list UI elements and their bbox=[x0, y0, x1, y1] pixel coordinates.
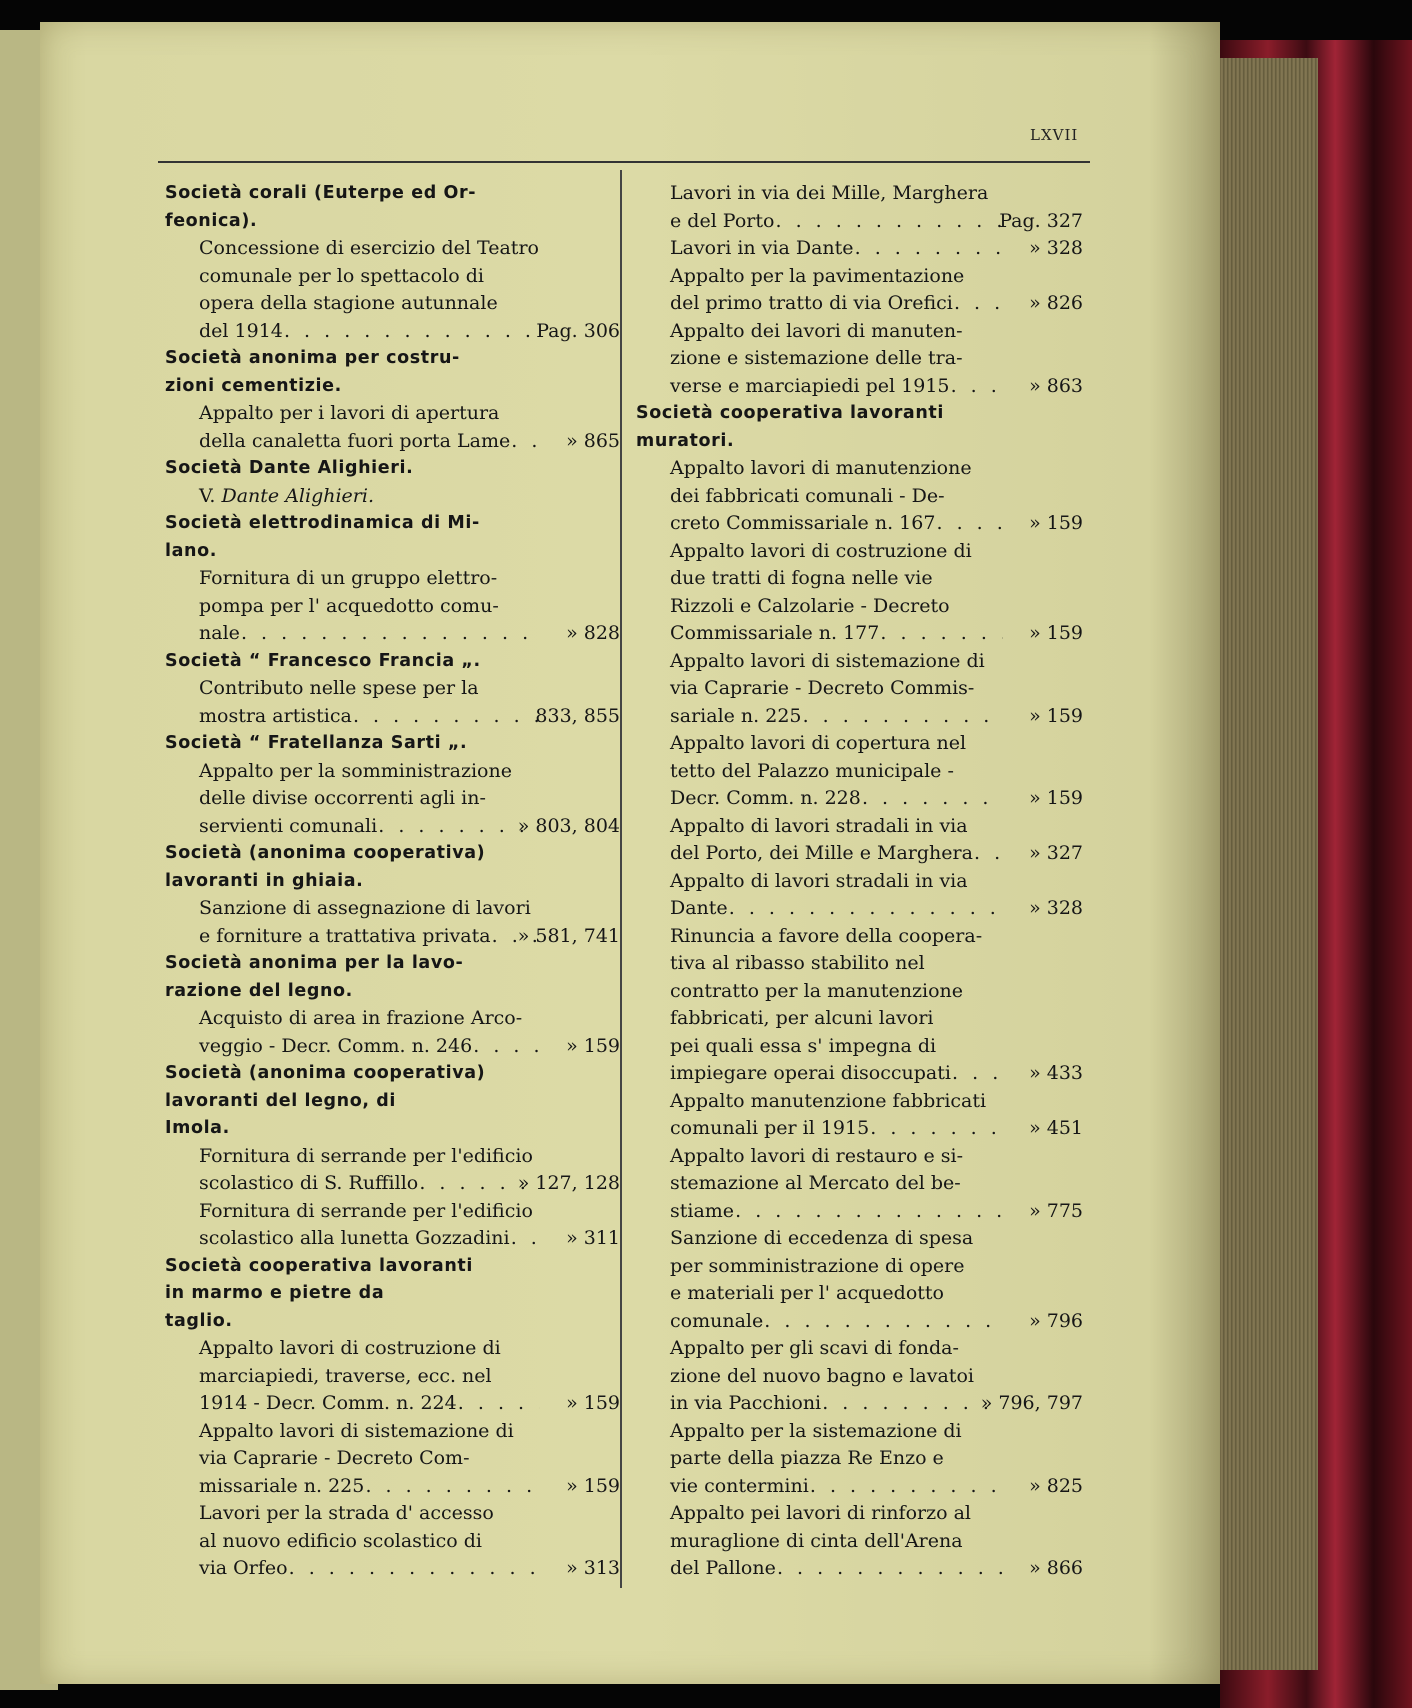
entry-text: del 1914 bbox=[199, 319, 283, 342]
entry-last-line bbox=[199, 1033, 620, 1061]
entry-last-line bbox=[670, 373, 1083, 401]
entry-text: verse e marciapiedi pel 1915 bbox=[670, 374, 950, 397]
entry-line: Appalto lavori di sistemazione di bbox=[199, 1419, 514, 1442]
entry-text: missariale n. 225 bbox=[199, 1474, 365, 1497]
entry-text: vie contermini bbox=[670, 1474, 809, 1497]
index-heading bbox=[165, 648, 620, 676]
entry-last-line bbox=[670, 1060, 1083, 1088]
entry-line: pei quali essa s' impegna di bbox=[670, 1034, 937, 1057]
entry-last-line bbox=[670, 1115, 1083, 1143]
index-entry bbox=[670, 1418, 1083, 1501]
entry-text: servienti comunali bbox=[199, 814, 378, 837]
entry-text: mostra artistica bbox=[199, 704, 352, 727]
page-reference: » 866 bbox=[1029, 1557, 1083, 1579]
entry-text: Commissariale n. 177 bbox=[670, 622, 880, 644]
entry-text: Decr. Comm. n. 228 bbox=[670, 787, 861, 809]
dot-leader bbox=[776, 1555, 1003, 1583]
entry-text: stiame bbox=[670, 1199, 735, 1222]
entry-line: Fornitura di serrande per l'edificio bbox=[199, 1199, 533, 1222]
entry-line: delle divise occorrenti agli in- bbox=[199, 787, 486, 809]
entry-line: pompa per l' acquedotto comu- bbox=[199, 594, 499, 617]
entry-last-line bbox=[670, 703, 1083, 731]
entry-text: e forniture a trattativa privata bbox=[199, 924, 491, 947]
page-reference: » 581, 741 bbox=[517, 924, 620, 947]
heading-line: lavoranti in ghiaia. bbox=[165, 870, 364, 891]
page-reference: 833, 855 bbox=[535, 704, 620, 727]
index-heading bbox=[165, 345, 620, 400]
entry-last-line bbox=[670, 1555, 1083, 1583]
index-entry bbox=[199, 235, 620, 345]
entry-text: creto Commissariale n. 167 bbox=[670, 512, 936, 534]
page-edges bbox=[1208, 58, 1318, 1670]
entry-text: Dante bbox=[670, 897, 728, 919]
heading-line: Società “ Fratellanza Sarti „. bbox=[165, 733, 468, 753]
heading-line: Società cooperativa lavoranti bbox=[636, 403, 944, 423]
entry-line: Appalto per la somministrazione bbox=[199, 759, 512, 782]
entry-last-line bbox=[199, 703, 620, 731]
index-entry bbox=[670, 923, 1083, 1088]
index-entry bbox=[670, 1225, 1083, 1335]
entry-line: Appalto lavori di costruzione di bbox=[199, 1337, 501, 1359]
entry-last-line bbox=[199, 428, 620, 456]
heading-line: Società (anonima cooperativa) bbox=[165, 1063, 486, 1083]
entry-last-line bbox=[199, 318, 620, 346]
entry-line: Rinuncia a favore della coopera- bbox=[670, 924, 983, 947]
left-column bbox=[165, 180, 620, 1583]
index-entry bbox=[670, 235, 1083, 263]
entry-text: 1914 - Decr. Comm. n. 224 bbox=[199, 1392, 457, 1414]
index-entry bbox=[199, 400, 620, 455]
dot-leader bbox=[869, 1115, 1003, 1143]
page-reference: » 159 bbox=[566, 1392, 620, 1414]
index-heading bbox=[165, 1253, 620, 1336]
dot-leader bbox=[809, 1473, 1003, 1501]
page-reference: » 825 bbox=[1029, 1474, 1083, 1497]
heading-line: Imola. bbox=[165, 1118, 230, 1138]
entry-text: Lavori in via Dante bbox=[670, 237, 854, 259]
page-reference: Pag. 306 bbox=[536, 319, 620, 342]
entry-line: Appalto per la sistemazione di bbox=[670, 1419, 962, 1442]
dot-leader bbox=[950, 373, 1004, 401]
heading-line: zioni cementizie. bbox=[165, 375, 342, 396]
heading-line: in marmo e pietre da bbox=[165, 1283, 385, 1303]
index-entry bbox=[199, 758, 620, 841]
dot-leader bbox=[879, 620, 1003, 648]
heading-line: Società corali (Euterpe ed Or- bbox=[165, 183, 477, 203]
entry-line: Appalto di lavori stradali in via bbox=[670, 814, 968, 837]
heading-line: feonica). bbox=[165, 210, 258, 231]
index-heading bbox=[165, 840, 620, 895]
dot-leader bbox=[510, 1225, 540, 1253]
entry-text: del Pallone bbox=[670, 1557, 776, 1579]
heading-line: Società (anonima cooperativa) bbox=[165, 843, 486, 863]
index-entry bbox=[670, 648, 1083, 731]
entry-last-line bbox=[670, 785, 1083, 813]
heading-line: Società Dante Alighieri. bbox=[165, 458, 414, 478]
entry-line: Appalto dei lavori di manuten- bbox=[670, 319, 963, 342]
dot-leader bbox=[728, 895, 1003, 923]
entry-last-line bbox=[670, 1473, 1083, 1501]
dot-leader bbox=[510, 428, 540, 456]
entry-text: comunale bbox=[670, 1309, 764, 1332]
entry-last-line bbox=[670, 1390, 1083, 1418]
page-reference: » 159 bbox=[1029, 787, 1083, 809]
entry-line: stemazione al Mercato del be- bbox=[670, 1172, 961, 1194]
entry-line: Appalto lavori di manutenzione bbox=[670, 457, 972, 479]
page-reference: Pag. 327 bbox=[999, 209, 1083, 232]
entry-line: Lavori in via dei Mille, Marghera bbox=[670, 182, 989, 204]
entry-line: Fornitura di un gruppo elettro- bbox=[199, 567, 498, 589]
dot-leader bbox=[472, 1033, 540, 1061]
entry-last-line bbox=[670, 1308, 1083, 1336]
entry-last-line bbox=[670, 235, 1083, 263]
dot-leader bbox=[821, 1390, 1003, 1418]
index-entry bbox=[670, 1335, 1083, 1418]
page-reference: » 159 bbox=[1029, 512, 1083, 534]
index-heading bbox=[165, 730, 620, 758]
entry-text: comunali per il 1915 bbox=[670, 1117, 870, 1139]
heading-line: Società cooperativa lavoranti bbox=[165, 1255, 473, 1276]
right-column bbox=[636, 180, 1083, 1583]
index-entry bbox=[670, 263, 1083, 318]
entry-line: Acquisto di area in frazione Arco- bbox=[199, 1007, 523, 1029]
page-reference: » 865 bbox=[566, 429, 620, 452]
entry-line: via Caprarie - Decreto Com- bbox=[199, 1447, 470, 1469]
heading-line: lavoranti del legno, di bbox=[165, 1090, 397, 1111]
index-entry bbox=[670, 1500, 1083, 1583]
page-reference: » 451 bbox=[1029, 1117, 1083, 1139]
dot-leader bbox=[763, 1308, 1003, 1336]
entry-text: nale bbox=[199, 622, 240, 644]
entry-last-line bbox=[199, 620, 620, 648]
dot-leader bbox=[288, 1555, 540, 1583]
entry-line: Lavori per la strada d' accesso bbox=[199, 1502, 494, 1524]
entry-line: dei fabbricati comunali - De- bbox=[670, 484, 945, 507]
entry-last-line bbox=[199, 1170, 620, 1198]
entry-line: Appalto per gli scavi di fonda- bbox=[670, 1337, 959, 1359]
page-reference: » 328 bbox=[1029, 897, 1083, 919]
header-rule bbox=[158, 161, 1090, 163]
dot-leader bbox=[377, 813, 540, 841]
reference-prefix: V. bbox=[199, 484, 216, 507]
entry-text: del Porto, dei Mille e Marghera bbox=[670, 842, 973, 864]
dot-leader bbox=[283, 318, 540, 346]
entry-line: Appalto lavori di costruzione di bbox=[670, 539, 972, 562]
page-reference: » 828 bbox=[566, 622, 620, 644]
page-reference: » 328 bbox=[1029, 237, 1083, 259]
entry-last-line bbox=[670, 510, 1083, 538]
heading-line: lano. bbox=[165, 540, 217, 561]
dot-leader bbox=[861, 785, 1003, 813]
cross-reference bbox=[199, 483, 620, 511]
index-entry bbox=[199, 565, 620, 648]
column-divider bbox=[620, 170, 622, 1588]
index-entry bbox=[670, 730, 1083, 813]
page-reference: » 433 bbox=[1029, 1062, 1083, 1084]
page-reference: » 775 bbox=[1029, 1199, 1083, 1222]
entry-last-line bbox=[199, 1390, 620, 1418]
entry-text: in via Pacchioni bbox=[670, 1392, 822, 1414]
entry-line: marciapiedi, traverse, ecc. nel bbox=[199, 1364, 492, 1387]
entry-line: Appalto manutenzione fabbricati bbox=[670, 1089, 987, 1112]
page-number: LXVII bbox=[1030, 126, 1079, 144]
index-entry bbox=[670, 318, 1083, 401]
page-reference: » 159 bbox=[566, 1474, 620, 1497]
entry-last-line bbox=[670, 840, 1083, 868]
index-entry bbox=[199, 1418, 620, 1501]
entry-line: e materiali per l' acquedotto bbox=[670, 1282, 944, 1304]
entry-line: Appalto lavori di copertura nel bbox=[670, 732, 967, 754]
index-heading bbox=[636, 400, 1083, 455]
entry-last-line bbox=[670, 208, 1083, 236]
dot-leader bbox=[457, 1390, 540, 1418]
dot-leader bbox=[352, 703, 540, 731]
entry-last-line bbox=[199, 1555, 620, 1583]
index-entry bbox=[670, 180, 1083, 235]
index-entry bbox=[670, 455, 1083, 538]
dot-leader bbox=[240, 620, 540, 648]
dot-leader bbox=[935, 510, 1003, 538]
entry-last-line bbox=[670, 895, 1083, 923]
index-entry bbox=[199, 895, 620, 950]
heading-line: Società elettrodinamica di Mi- bbox=[165, 513, 480, 533]
heading-line: Società anonima per costru- bbox=[165, 348, 460, 368]
entry-line: Fornitura di serrande per l'edificio bbox=[199, 1144, 533, 1167]
entry-line: tetto del Palazzo municipale - bbox=[670, 759, 954, 782]
index-entry bbox=[199, 1143, 620, 1198]
entry-line: Concessione di esercizio del Teatro bbox=[199, 237, 539, 259]
page-reference: » 313 bbox=[566, 1557, 620, 1579]
entry-text: sariale n. 225 bbox=[670, 704, 802, 727]
entry-last-line bbox=[199, 923, 620, 951]
entry-line: Appalto lavori di sistemazione di bbox=[670, 649, 985, 672]
entry-text: via Orfeo bbox=[199, 1557, 288, 1579]
entry-line: fabbricati, per alcuni lavori bbox=[670, 1007, 934, 1029]
index-entry bbox=[670, 538, 1083, 648]
entry-last-line bbox=[670, 620, 1083, 648]
entry-line: Appalto per la pavimentazione bbox=[670, 264, 965, 287]
dot-leader bbox=[802, 703, 1003, 731]
entry-text: impiegare operai disoccupati bbox=[670, 1062, 951, 1084]
heading-line: Società anonima per la lavo- bbox=[165, 953, 464, 973]
entry-line: zione del nuovo bagno e lavatoi bbox=[670, 1364, 974, 1387]
page-reference: » 863 bbox=[1029, 374, 1083, 397]
entry-text: scolastico alla lunetta Gozzadini bbox=[199, 1227, 510, 1249]
page-reference: » 327 bbox=[1029, 842, 1083, 864]
entry-line: opera della stagione autunnale bbox=[199, 292, 498, 314]
entry-line: zione e sistemazione delle tra- bbox=[670, 347, 963, 369]
dot-leader bbox=[364, 1473, 540, 1501]
index-entry bbox=[199, 675, 620, 730]
page-reference: » 826 bbox=[1029, 292, 1083, 314]
entry-line: muraglione di cinta dell'Arena bbox=[670, 1529, 963, 1552]
entry-last-line bbox=[199, 813, 620, 841]
dot-leader bbox=[734, 1198, 1003, 1226]
entry-last-line bbox=[199, 1473, 620, 1501]
entry-line: al nuovo edificio scolastico di bbox=[199, 1529, 482, 1552]
page-reference: » 796 bbox=[1029, 1309, 1083, 1332]
page-reference: » 159 bbox=[1029, 704, 1083, 727]
entry-line: Appalto pei lavori di rinforzo al bbox=[670, 1502, 971, 1524]
entry-line: per somministrazione di opere bbox=[670, 1254, 965, 1277]
entry-last-line bbox=[670, 290, 1083, 318]
index-heading bbox=[165, 1060, 620, 1143]
entry-line: Appalto di lavori stradali in via bbox=[670, 869, 968, 892]
page-reference: » 159 bbox=[1029, 622, 1083, 644]
entry-text: del primo tratto di via Orefici bbox=[670, 292, 953, 314]
index-entry bbox=[199, 1500, 620, 1583]
dot-leader bbox=[973, 840, 1003, 868]
entry-line: Sanzione di assegnazione di lavori bbox=[199, 897, 531, 919]
entry-line: due tratti di fogna nelle vie bbox=[670, 567, 933, 589]
entry-line: via Caprarie - Decreto Commis- bbox=[670, 677, 975, 699]
entry-line: Rizzoli e Calzolarie - Decreto bbox=[670, 594, 950, 617]
entry-line: tiva al ribasso stabilito nel bbox=[670, 952, 925, 974]
index-entry bbox=[670, 868, 1083, 923]
heading-line: taglio. bbox=[165, 1310, 233, 1331]
index-entry bbox=[199, 1005, 620, 1060]
index-entry bbox=[199, 1198, 620, 1253]
dot-leader bbox=[854, 235, 1003, 263]
page-reference: » 796, 797 bbox=[980, 1392, 1083, 1414]
entry-line: Contributo nelle spese per la bbox=[199, 677, 479, 699]
index-entry bbox=[199, 1335, 620, 1418]
page-reference: » 127, 128 bbox=[517, 1172, 620, 1194]
heading-line: muratori. bbox=[636, 430, 735, 451]
heading-line: Società “ Francesco Francia „. bbox=[165, 650, 481, 671]
index-heading bbox=[165, 455, 620, 483]
heading-line: razione del legno. bbox=[165, 980, 353, 1001]
entry-last-line bbox=[199, 1225, 620, 1253]
reference-target: Dante Alighieri. bbox=[215, 484, 375, 507]
entry-line: Sanzione di eccedenza di spesa bbox=[670, 1227, 974, 1249]
index-entry bbox=[670, 1143, 1083, 1226]
page-reference: » 803, 804 bbox=[517, 814, 620, 837]
entry-text: veggio - Decr. Comm. n. 246 bbox=[199, 1034, 473, 1057]
entry-line: Appalto lavori di restauro e si- bbox=[670, 1144, 963, 1167]
dot-leader bbox=[951, 1060, 1003, 1088]
index-entry bbox=[670, 813, 1083, 868]
dot-leader bbox=[953, 290, 1003, 318]
entry-line: contratto per la manutenzione bbox=[670, 979, 964, 1002]
entry-line: Appalto per i lavori di apertura bbox=[199, 402, 500, 424]
entry-text: e del Porto bbox=[670, 209, 775, 232]
dot-leader bbox=[774, 208, 1003, 236]
page-reference: » 159 bbox=[566, 1034, 620, 1057]
entry-text: della canaletta fuori porta Lame bbox=[199, 429, 511, 452]
entry-last-line bbox=[670, 1198, 1083, 1226]
index-entry bbox=[670, 1088, 1083, 1143]
index-heading bbox=[165, 510, 620, 565]
entry-line: parte della piazza Re Enzo e bbox=[670, 1447, 944, 1469]
index-heading bbox=[165, 180, 620, 235]
index-heading bbox=[165, 950, 620, 1005]
entry-text: scolastico di S. Ruffillo bbox=[199, 1172, 419, 1194]
entry-line: comunale per lo spettacolo di bbox=[199, 264, 484, 287]
page-reference: » 311 bbox=[566, 1227, 620, 1249]
